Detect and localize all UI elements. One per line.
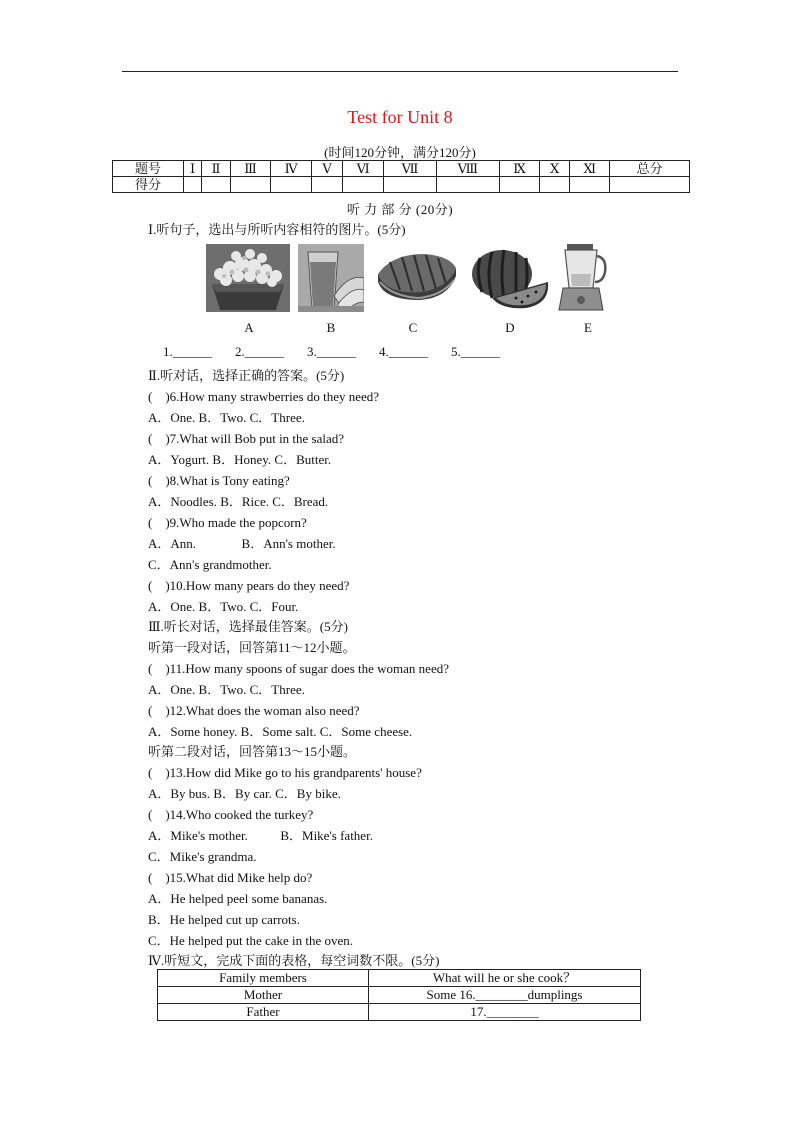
score-cell: Ⅱ [202,161,231,177]
watermelon-photo-icon [466,244,550,312]
answer-cell[interactable]: 17.________ [369,1004,641,1021]
blender-photo-icon [557,244,613,312]
answer-blank[interactable]: 2.______ [235,344,284,359]
score-cell: Ⅴ [312,161,343,177]
options-line: C．Mike's grandma. [148,849,257,864]
section-instruction: Ⅲ.听长对话，选择最佳答案。(5分) [148,619,348,634]
options-line: A．By bus. B．By car. C．By bike. [148,786,341,801]
score-row-label: 得分 [113,177,184,193]
answer-blank[interactable]: 4.______ [379,344,428,359]
question-line: ( )15.What did Mike help do? [148,870,313,885]
score-table-header-row [113,161,690,177]
answer-blanks [163,344,520,360]
question-line: ( )13.How did Mike go to his grandparents' house? [148,765,422,780]
score-input-cell[interactable] [312,177,343,193]
score-input-cell[interactable] [231,177,271,193]
table-row [158,987,641,1004]
popcorn-photo-icon [206,244,290,312]
question-line: ( )9.Who made the popcorn? [148,515,307,530]
section-instruction: Ⅱ.听对话，选择正确的答案。(5分) [148,368,345,383]
table-row [158,1004,641,1021]
listening-section-header: 听 力 部 分 (20分) [346,202,454,217]
answer-cell[interactable]: Some 16.________dumplings [369,987,641,1004]
score-cell: Ⅶ [384,161,436,177]
score-input-cell[interactable] [342,177,383,193]
score-input-cell[interactable] [384,177,436,193]
options-line: C．Ann's grandmother. [148,557,272,572]
score-input-cell[interactable] [436,177,499,193]
picture-label: D [505,320,515,335]
part1-instruction: Ⅰ.听句子，选出与所听内容相符的图片。(5分) [148,222,406,237]
options-line: A．Noodles. B．Rice. C．Bread. [148,494,329,509]
score-cell: Ⅰ [184,161,202,177]
family-table-header-cell: Family members [158,970,369,987]
score-input-cell[interactable] [202,177,231,193]
family-member-cell: Father [158,1004,369,1021]
score-table [112,160,690,193]
picture-label: E [584,320,592,335]
family-cooking-table [157,969,641,1021]
picture-label: B [326,320,336,335]
options-line: B．He helped cut up carrots. [148,912,300,927]
section-instruction: 听第二段对话，回答第13～15小题。 [148,744,357,759]
family-table-header [158,970,641,987]
question-line: ( )14.Who cooked the turkey? [148,807,314,822]
question-line: ( )6.How many strawberries do they need? [148,389,380,404]
sandwich-photo-icon [372,244,460,312]
options-line: A．Mike's mother. B．Mike's father. [148,828,373,843]
question-line: ( )7.What will Bob put in the salad? [148,431,345,446]
options-line: A．Ann. B．Ann's mother. [148,536,336,551]
score-cell: Ⅺ [570,161,610,177]
score-input-cell[interactable] [271,177,312,193]
question-line: ( )10.How many pears do they need? [148,578,350,593]
options-line: A．Yogurt. B．Honey. C．Butter. [148,452,332,467]
answer-blank[interactable]: 1.______ [163,344,212,359]
score-cell: 总分 [610,161,690,177]
score-input-cell[interactable] [539,177,569,193]
score-cell: Ⅹ [539,161,569,177]
score-table-score-row [113,177,690,193]
picture-label: C [408,320,418,335]
score-cell: Ⅷ [436,161,499,177]
options-line: A．One. B．Two. C．Three. [148,410,305,425]
score-cell: Ⅳ [271,161,312,177]
header-rule [122,71,678,72]
score-cell: Ⅸ [500,161,540,177]
question-line: ( )12.What does the woman also need? [148,703,360,718]
options-line: A．One. B．Two. C．Four. [148,599,299,614]
answer-blank[interactable]: 3.______ [307,344,356,359]
juice-and-bananas-photo-icon [298,244,364,312]
question-line: ( )11.How many spoons of sugar does the woman need? [148,661,449,676]
answer-blank[interactable]: 5.______ [451,344,500,359]
options-line: A．Some honey. B．Some salt. C．Some cheese. [148,724,413,739]
test-info: (时间120分钟，满分120分) [324,145,476,160]
family-member-cell: Mother [158,987,369,1004]
question-line: ( )8.What is Tony eating? [148,473,290,488]
score-cell: 题号 [113,161,184,177]
section-instruction: Ⅳ.听短文，完成下面的表格，每空词数不限。(5分) [148,953,440,968]
page-title: Test for Unit 8 [347,107,453,127]
score-input-cell[interactable] [500,177,540,193]
score-input-cell[interactable] [184,177,202,193]
score-input-cell[interactable] [610,177,690,193]
score-cell: Ⅵ [342,161,383,177]
family-table-header-cell: What will he or she cook？ [369,970,641,987]
score-input-cell[interactable] [570,177,610,193]
section-instruction: 听第一段对话，回答第11～12小题。 [148,640,356,655]
picture-label: A [244,320,254,335]
options-line: A．He helped peel some bananas. [148,891,328,906]
score-cell: Ⅲ [231,161,271,177]
options-line: A．One. B．Two. C．Three. [148,682,305,697]
options-line: C．He helped put the cake in the oven. [148,933,354,948]
